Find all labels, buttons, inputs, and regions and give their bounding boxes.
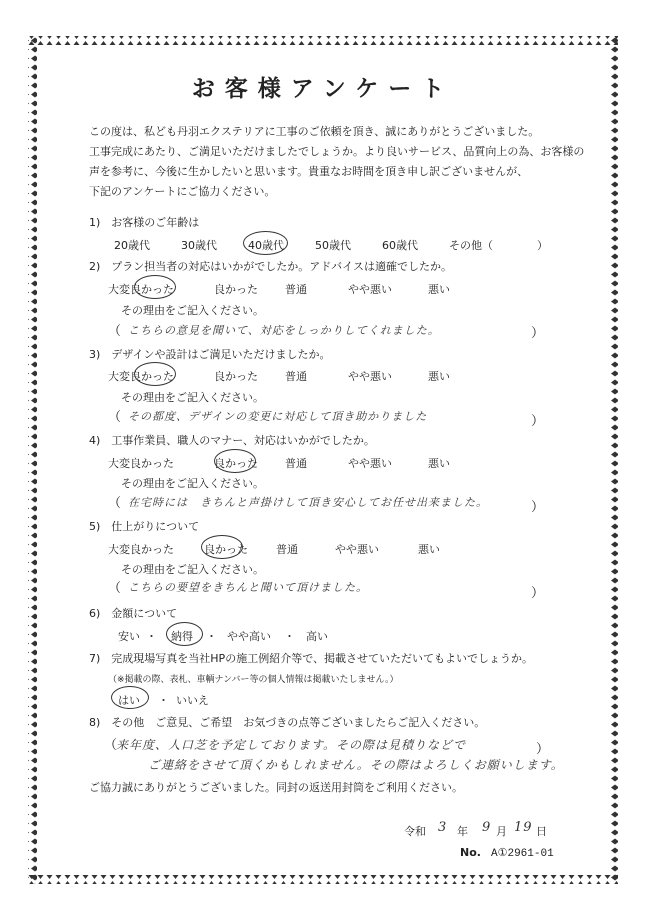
paren-close: ） [531,326,545,341]
separator: ・ [206,630,217,643]
page-title: お客様アンケート [191,76,455,102]
date-era: 令和 [404,825,426,838]
serial-label: No. [460,846,481,859]
q2-option: 普通 [285,283,307,296]
q2-option: やや悪い [348,283,392,296]
question-3: 3) デザインや設計はご満足いただけましたか。 [89,348,331,361]
handwritten-answer: 在宅時には きちんと声掛けして頂き安心してお任せ出来ました。 [128,496,488,509]
intro-line: この度は、私ども丹羽エクステリアに工事のご依頼を頂き、誠にありがとうございました。 [89,125,540,138]
date-month-unit: 月 [496,825,507,838]
answer-circle [243,231,288,255]
paren-close: ） [531,500,545,515]
q4-option-selected: 良かった [214,457,258,470]
date-day-unit: 日 [536,825,547,838]
q6-option-selected: 納得 [171,630,193,643]
handwritten-answer: ご連絡をさせて頂くかもしれません。その際はよろしくお願いします。 [148,758,564,772]
intro-line: 工事完成にあたり、ご満足いただけましたでしょうか。より良いサービス、品質向上の為、お客様の [89,145,585,158]
q7-option-selected: はい [118,694,140,707]
q1-option: 20歳代 [114,239,150,252]
separator: ・ [146,630,157,643]
q5-option: 普通 [276,543,298,556]
answer-circle [134,362,176,386]
q3-option-selected: 大変良かった [108,370,174,383]
date-year-unit: 年 [457,825,468,838]
q3-option: 良かった [214,370,258,383]
q4-option: 大変良かった [108,457,174,470]
paren-close: ） [531,414,545,429]
reason-prompt: その理由をご記入ください。 [121,477,264,490]
paren-open: （ [108,581,122,596]
q7-note: （※掲載の際、表札、車輌ナンバー等の個人情報は掲載いたしません。） [108,675,399,685]
paren-open: （ [108,496,122,511]
separator: ・ [284,630,295,643]
q1-option-selected: 40歳代 [248,239,284,252]
q3-option: やや悪い [348,370,392,383]
handwritten-answer: その都度、デザインの変更に対応して頂き助かりました [128,410,428,423]
reason-prompt: その理由をご記入ください。 [121,563,264,576]
reason-prompt: その理由をご記入ください。 [121,391,264,404]
q1-option: 30歳代 [181,239,217,252]
q1-option: 50歳代 [315,239,351,252]
date-month: 9 [482,820,492,835]
question-7: 7) 完成現場写真を当社HPの施工例紹介等で、掲載させていただいてもよいでしょうか。 [89,652,533,665]
q5-option: 大変良かった [108,543,174,556]
question-5: 5) 仕上がりについて [89,520,200,533]
q6-option: 高い [306,630,328,643]
question-1: 1) お客様のご年齢は [89,216,200,229]
q3-option: 悪い [428,370,450,383]
paren-close: ） [531,586,545,601]
q4-option: 普通 [285,457,307,470]
q6-option: やや高い [227,630,271,643]
answer-circle [214,449,256,473]
intro-line: 声を参考に、今後に生かしたいと思います。貴重なお時間を頂き申し訳ございませんが、 [89,165,529,178]
q2-option: 悪い [428,283,450,296]
serial-number: A①2961-01 [491,848,554,860]
answer-circle [166,622,203,646]
paren-open: （ [108,410,122,425]
q1-option: 60歳代 [382,239,418,252]
q4-option: 悪い [428,457,450,470]
answer-circle [134,275,176,299]
q3-option: 普通 [285,370,307,383]
intro-line: 下記のアンケートにご協力ください。 [89,185,276,198]
question-6: 6) 金額について [89,607,178,620]
question-4: 4) 工事作業員、職人のマナー、対応はいかがでしたか。 [89,434,375,447]
q2-option: 良かった [214,283,258,296]
handwritten-answer: 来年度、人口芝を予定しております。その際は見積りなどで [116,738,467,752]
q4-option: やや悪い [348,457,392,470]
paren-open: （ [104,738,118,753]
question-8: 8) その他 ご意見、ご希望 お気づきの点等ございましたらご記入ください。 [89,716,486,729]
answer-circle [201,535,243,559]
separator: ・ [158,694,169,707]
thanks-message: ご協力誠にありがとうございました。同封の返送用封筒をご利用ください。 [89,781,463,794]
q5-option: やや悪い [335,543,379,556]
question-2: 2) プラン担当者の対応はいかがでしたか。アドバイスは適確でしたか。 [89,260,452,273]
reason-prompt: その理由をご記入ください。 [121,304,264,317]
q6-option: 安い [118,630,140,643]
answer-circle [111,686,149,709]
handwritten-answer: こちらの意見を聞いて、対応をしっかりしてくれました。 [128,324,440,337]
q2-option-selected: 大変良かった [108,283,174,296]
q5-option-selected: 良かった [204,543,248,556]
q5-option: 悪い [418,543,440,556]
date-day: 19 [514,820,533,835]
q7-option: いいえ [176,694,209,707]
date-year: 3 [438,820,448,835]
paren-close: ） [536,742,550,757]
paren-open: （ [108,324,122,339]
q1-option: その他（ ） [449,239,548,252]
handwritten-answer: こちらの要望をきちんと聞いて頂けました。 [128,581,368,594]
